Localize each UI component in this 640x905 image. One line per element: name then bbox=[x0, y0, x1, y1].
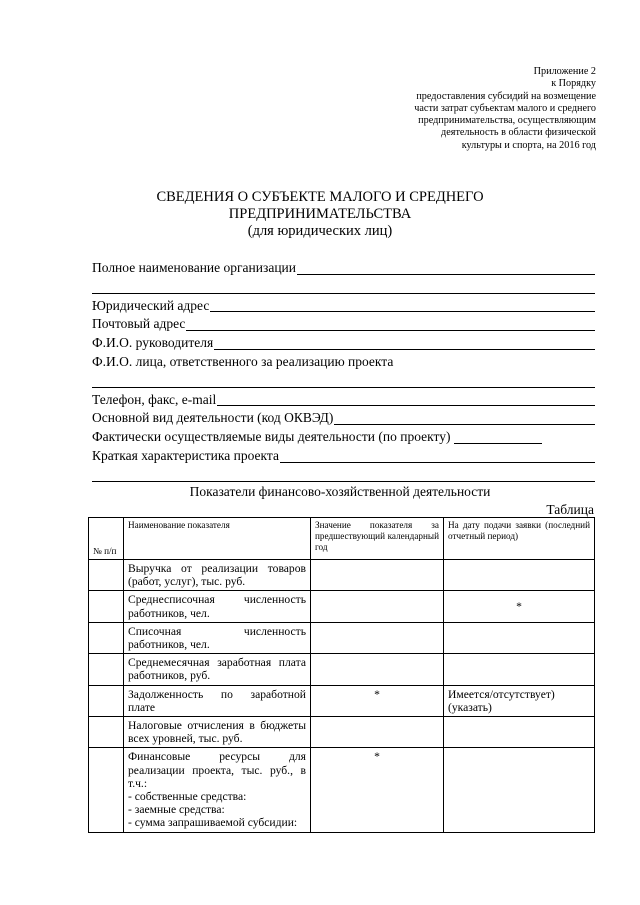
field-label: Почтовый адрес bbox=[92, 316, 186, 332]
document-title bbox=[0, 189, 640, 240]
appendix-line: Приложение 2 bbox=[533, 66, 596, 77]
current-cell[interactable] bbox=[444, 748, 595, 832]
postal-address-input-line[interactable] bbox=[186, 330, 595, 331]
current-cell[interactable] bbox=[444, 654, 595, 685]
indicator-name: Среднемесячная заработная плата работников, руб. bbox=[124, 654, 311, 685]
prev-year-cell[interactable]: * bbox=[311, 748, 444, 832]
indicator-name: Списочная численность работников, чел. bbox=[124, 622, 311, 653]
field-legal-address bbox=[92, 297, 595, 316]
appendix-line: части затрат субъектам малого и среднего bbox=[414, 102, 596, 114]
field-label: Полное наименование организации bbox=[92, 260, 296, 275]
current-cell[interactable] bbox=[444, 560, 595, 591]
field-continuation bbox=[92, 466, 595, 485]
current-cell[interactable]: Имеется/отсутствует) (указать) bbox=[444, 685, 595, 716]
field-label: Фактически осуществляемые виды деятельности (по проекту) bbox=[92, 429, 451, 445]
table-row bbox=[89, 748, 595, 832]
field-continuation bbox=[92, 372, 595, 391]
sub-item-own: - собственные средства: bbox=[128, 790, 247, 804]
field-label: Юридический адрес bbox=[92, 297, 210, 313]
row-num-cell bbox=[89, 748, 124, 832]
field-main-activity bbox=[92, 409, 595, 428]
project-summary-input-line-2[interactable] bbox=[92, 481, 595, 482]
field-label: Телефон, факс, e-mail bbox=[92, 391, 217, 407]
table-row bbox=[89, 591, 595, 622]
appendix-line: деятельность в области физической bbox=[441, 127, 596, 139]
indicators-table bbox=[88, 517, 595, 833]
field-label: Ф.И.О. руководителя bbox=[92, 335, 214, 351]
header-current: На дату подачи заявки (последний отчетный период) bbox=[444, 518, 595, 560]
prev-year-cell[interactable]: * bbox=[311, 685, 444, 716]
contacts-input-line[interactable] bbox=[217, 405, 595, 406]
prev-year-cell[interactable] bbox=[311, 591, 444, 622]
field-label: Основной вид деятельности (код ОКВЭД) bbox=[92, 410, 334, 426]
current-cell[interactable] bbox=[444, 622, 595, 653]
title-line-1: СВЕДЕНИЯ О СУБЪЕКТЕ МАЛОГО И СРЕДНЕГО bbox=[156, 189, 484, 205]
sub-item-borrowed: - заемные средства: bbox=[128, 803, 225, 817]
row-num-cell bbox=[89, 654, 124, 685]
row-num-cell bbox=[89, 560, 124, 591]
field-contacts bbox=[92, 391, 595, 410]
field-actual-activities bbox=[92, 428, 595, 447]
table-row bbox=[89, 622, 595, 653]
table-header-row bbox=[89, 518, 595, 560]
prev-year-cell[interactable] bbox=[311, 560, 444, 591]
field-project-summary bbox=[92, 447, 595, 466]
field-director bbox=[92, 334, 595, 353]
header-name: Наименование показателя bbox=[124, 518, 311, 560]
prev-year-cell[interactable] bbox=[311, 622, 444, 653]
indicator-name: Налоговые отчисления в бюджеты всех уровней, тыс. руб. bbox=[124, 717, 311, 748]
prev-year-cell[interactable] bbox=[311, 717, 444, 748]
legal-address-input-line[interactable] bbox=[210, 311, 595, 312]
row-num-cell bbox=[89, 622, 124, 653]
row-num-cell bbox=[89, 685, 124, 716]
field-label: Краткая характеристика проекта bbox=[92, 447, 279, 463]
appendix-line: культуры и спорта, на 2016 год bbox=[461, 139, 596, 151]
field-continuation bbox=[92, 278, 595, 297]
indicator-name: Выручка от реализации товаров (работ, услуг), тыс. руб. bbox=[124, 560, 311, 591]
indicator-name: Среднесписочная численность работников, чел. bbox=[124, 591, 311, 622]
title-line-2: ПРЕДПРИНИМАТЕЛЬСТВА bbox=[228, 206, 412, 222]
row-num-cell bbox=[89, 717, 124, 748]
appendix-line: к Порядку bbox=[551, 78, 596, 90]
header-prev-year: Значение показателя за предшествующий календарный год bbox=[311, 518, 444, 560]
responsible-input-line[interactable] bbox=[92, 387, 595, 388]
current-cell[interactable] bbox=[444, 717, 595, 748]
table-label: Таблица bbox=[546, 502, 594, 517]
field-postal-address bbox=[92, 315, 595, 334]
appendix-note bbox=[326, 66, 596, 152]
table-row bbox=[89, 717, 595, 748]
field-label: Ф.И.О. лица, ответственного за реализацию проекта bbox=[92, 353, 394, 369]
field-full-name bbox=[92, 259, 595, 278]
table-row bbox=[89, 560, 595, 591]
table-row bbox=[89, 654, 595, 685]
full-name-input-line[interactable] bbox=[297, 274, 595, 275]
header-num: № п/п bbox=[89, 518, 124, 560]
indicator-name: Задолженность по заработной плате bbox=[124, 685, 311, 716]
current-cell[interactable]: * bbox=[444, 591, 595, 622]
title-subtitle: (для юридических лиц) bbox=[247, 223, 393, 239]
indicator-name bbox=[124, 748, 311, 832]
section-title: Показатели финансово-хозяйственной деятельности bbox=[189, 484, 491, 499]
indicator-name-text: Финансовые ресурсы для реализации проекта, тыс. руб., в т.ч.: bbox=[128, 750, 306, 790]
appendix-line: предпринимательства, осуществляющим bbox=[418, 115, 596, 127]
actual-activities-input-line[interactable] bbox=[454, 443, 542, 444]
field-responsible bbox=[92, 353, 595, 372]
full-name-input-line-2[interactable] bbox=[92, 293, 595, 294]
main-activity-input-line[interactable] bbox=[334, 424, 595, 425]
director-input-line[interactable] bbox=[214, 349, 595, 350]
row-num-cell bbox=[89, 591, 124, 622]
project-summary-input-line[interactable] bbox=[280, 462, 595, 463]
appendix-line: предоставления субсидий на возмещение bbox=[416, 90, 596, 102]
form-fields bbox=[92, 259, 595, 485]
sub-item-subsidy: - сумма запрашиваемой субсидии: bbox=[128, 816, 298, 830]
table-row bbox=[89, 685, 595, 716]
prev-year-cell[interactable] bbox=[311, 654, 444, 685]
